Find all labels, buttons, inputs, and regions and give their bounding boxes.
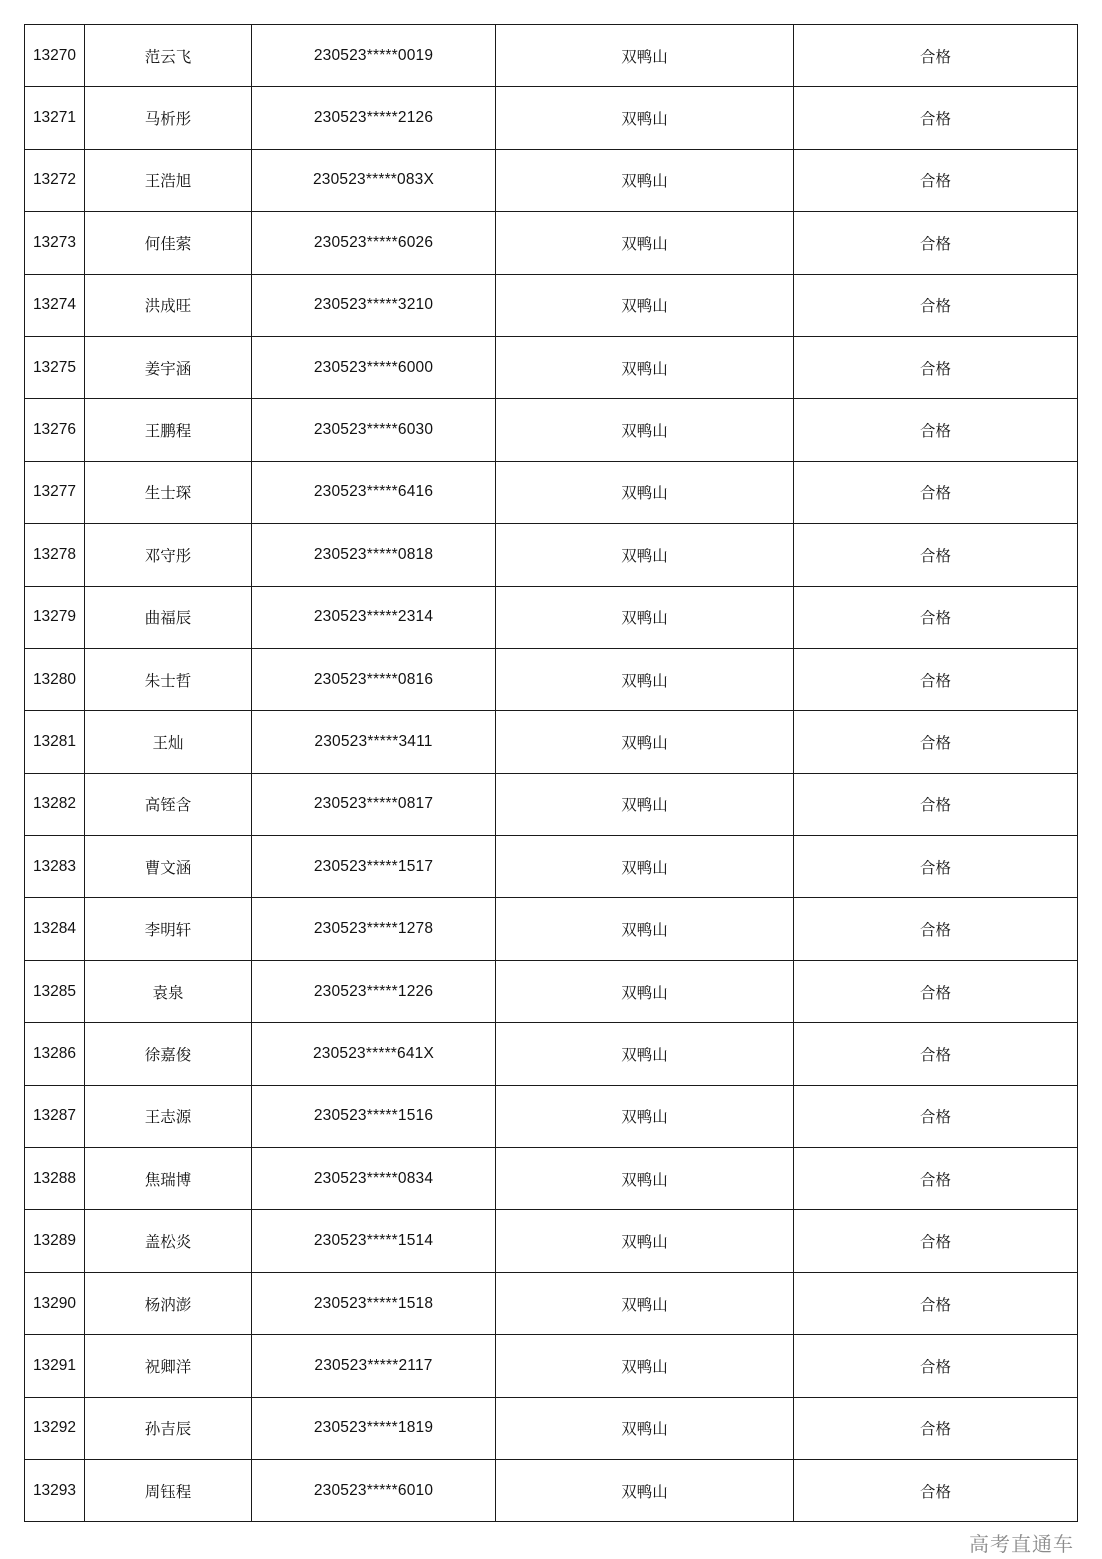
table-row xyxy=(25,1210,1078,1272)
candidate-name-cell: 袁泉 xyxy=(85,960,252,1022)
roster-body xyxy=(25,25,1078,1522)
result-status-cell: 合格 xyxy=(794,336,1078,398)
region-cell: 双鸭山 xyxy=(496,1335,794,1397)
result-status-cell: 合格 xyxy=(794,1210,1078,1272)
row-number-cell: 13289 xyxy=(25,1210,85,1272)
id-number-cell: 230523*****0818 xyxy=(252,524,496,586)
id-number-cell: 230523*****6030 xyxy=(252,399,496,461)
row-number-cell: 13292 xyxy=(25,1397,85,1459)
result-status-cell: 合格 xyxy=(794,524,1078,586)
table-row xyxy=(25,711,1078,773)
row-number-cell: 13275 xyxy=(25,336,85,398)
table-row xyxy=(25,1023,1078,1085)
id-number-cell: 230523*****083X xyxy=(252,149,496,211)
table-row xyxy=(25,1459,1078,1521)
row-number-cell: 13288 xyxy=(25,1148,85,1210)
result-status-cell: 合格 xyxy=(794,1272,1078,1334)
row-number-cell: 13291 xyxy=(25,1335,85,1397)
table-row xyxy=(25,87,1078,149)
row-number-cell: 13286 xyxy=(25,1023,85,1085)
candidate-name-cell: 孙吉辰 xyxy=(85,1397,252,1459)
table-row xyxy=(25,1335,1078,1397)
result-status-cell: 合格 xyxy=(794,1459,1078,1521)
candidate-name-cell: 王志源 xyxy=(85,1085,252,1147)
region-cell: 双鸭山 xyxy=(496,25,794,87)
id-number-cell: 230523*****6000 xyxy=(252,336,496,398)
region-cell: 双鸭山 xyxy=(496,212,794,274)
table-row xyxy=(25,149,1078,211)
result-status-cell: 合格 xyxy=(794,1023,1078,1085)
id-number-cell: 230523*****1518 xyxy=(252,1272,496,1334)
result-status-cell: 合格 xyxy=(794,960,1078,1022)
region-cell: 双鸭山 xyxy=(496,1023,794,1085)
candidate-name-cell: 王鹏程 xyxy=(85,399,252,461)
row-number-cell: 13280 xyxy=(25,648,85,710)
result-status-cell: 合格 xyxy=(794,586,1078,648)
result-status-cell: 合格 xyxy=(794,1085,1078,1147)
id-number-cell: 230523*****2314 xyxy=(252,586,496,648)
row-number-cell: 13276 xyxy=(25,399,85,461)
table-row xyxy=(25,212,1078,274)
table-row xyxy=(25,898,1078,960)
region-cell: 双鸭山 xyxy=(496,836,794,898)
result-status-cell: 合格 xyxy=(794,1397,1078,1459)
candidate-name-cell: 王浩旭 xyxy=(85,149,252,211)
region-cell: 双鸭山 xyxy=(496,1148,794,1210)
table-row xyxy=(25,274,1078,336)
result-status-cell: 合格 xyxy=(794,711,1078,773)
candidate-name-cell: 徐嘉俊 xyxy=(85,1023,252,1085)
result-status-cell: 合格 xyxy=(794,212,1078,274)
table-row xyxy=(25,524,1078,586)
row-number-cell: 13277 xyxy=(25,461,85,523)
candidate-name-cell: 洪成旺 xyxy=(85,274,252,336)
candidate-name-cell: 祝卿洋 xyxy=(85,1335,252,1397)
candidate-name-cell: 范云飞 xyxy=(85,25,252,87)
roster-sheet xyxy=(24,24,1077,1522)
row-number-cell: 13270 xyxy=(25,25,85,87)
row-number-cell: 13284 xyxy=(25,898,85,960)
table-row xyxy=(25,586,1078,648)
candidate-name-cell: 王灿 xyxy=(85,711,252,773)
id-number-cell: 230523*****2126 xyxy=(252,87,496,149)
region-cell: 双鸭山 xyxy=(496,960,794,1022)
watermark-text: 高考直通车 xyxy=(969,1532,1074,1556)
table-row xyxy=(25,1148,1078,1210)
candidate-name-cell: 盖松炎 xyxy=(85,1210,252,1272)
row-number-cell: 13278 xyxy=(25,524,85,586)
id-number-cell: 230523*****1516 xyxy=(252,1085,496,1147)
candidate-name-cell: 马析彤 xyxy=(85,87,252,149)
result-status-cell: 合格 xyxy=(794,1335,1078,1397)
region-cell: 双鸭山 xyxy=(496,399,794,461)
row-number-cell: 13273 xyxy=(25,212,85,274)
region-cell: 双鸭山 xyxy=(496,461,794,523)
id-number-cell: 230523*****0817 xyxy=(252,773,496,835)
candidate-name-cell: 何佳萦 xyxy=(85,212,252,274)
id-number-cell: 230523*****3411 xyxy=(252,711,496,773)
row-number-cell: 13290 xyxy=(25,1272,85,1334)
table-row xyxy=(25,648,1078,710)
id-number-cell: 230523*****1819 xyxy=(252,1397,496,1459)
id-number-cell: 230523*****2117 xyxy=(252,1335,496,1397)
row-number-cell: 13285 xyxy=(25,960,85,1022)
region-cell: 双鸭山 xyxy=(496,1210,794,1272)
candidate-name-cell: 李明轩 xyxy=(85,898,252,960)
region-cell: 双鸭山 xyxy=(496,586,794,648)
table-row xyxy=(25,1397,1078,1459)
candidate-name-cell: 邓守彤 xyxy=(85,524,252,586)
region-cell: 双鸭山 xyxy=(496,274,794,336)
row-number-cell: 13274 xyxy=(25,274,85,336)
result-status-cell: 合格 xyxy=(794,773,1078,835)
id-number-cell: 230523*****1514 xyxy=(252,1210,496,1272)
result-status-cell: 合格 xyxy=(794,898,1078,960)
row-number-cell: 13281 xyxy=(25,711,85,773)
result-status-cell: 合格 xyxy=(794,399,1078,461)
id-number-cell: 230523*****1278 xyxy=(252,898,496,960)
region-cell: 双鸭山 xyxy=(496,898,794,960)
row-number-cell: 13271 xyxy=(25,87,85,149)
region-cell: 双鸭山 xyxy=(496,1085,794,1147)
region-cell: 双鸭山 xyxy=(496,524,794,586)
candidate-name-cell: 曲福辰 xyxy=(85,586,252,648)
table-row xyxy=(25,1272,1078,1334)
candidate-name-cell: 朱士哲 xyxy=(85,648,252,710)
id-number-cell: 230523*****0834 xyxy=(252,1148,496,1210)
result-status-cell: 合格 xyxy=(794,1148,1078,1210)
candidate-name-cell: 高铚含 xyxy=(85,773,252,835)
result-status-cell: 合格 xyxy=(794,648,1078,710)
id-number-cell: 230523*****6026 xyxy=(252,212,496,274)
region-cell: 双鸭山 xyxy=(496,1272,794,1334)
candidate-name-cell: 焦瑞博 xyxy=(85,1148,252,1210)
id-number-cell: 230523*****6010 xyxy=(252,1459,496,1521)
id-number-cell: 230523*****0019 xyxy=(252,25,496,87)
result-status-cell: 合格 xyxy=(794,461,1078,523)
table-row xyxy=(25,773,1078,835)
table-row xyxy=(25,836,1078,898)
id-number-cell: 230523*****3210 xyxy=(252,274,496,336)
table-row xyxy=(25,25,1078,87)
row-number-cell: 13283 xyxy=(25,836,85,898)
region-cell: 双鸭山 xyxy=(496,1397,794,1459)
candidate-name-cell: 杨汭澎 xyxy=(85,1272,252,1334)
table-row xyxy=(25,336,1078,398)
region-cell: 双鸭山 xyxy=(496,1459,794,1521)
candidate-name-cell: 曹文涵 xyxy=(85,836,252,898)
id-number-cell: 230523*****1226 xyxy=(252,960,496,1022)
id-number-cell: 230523*****641X xyxy=(252,1023,496,1085)
region-cell: 双鸭山 xyxy=(496,648,794,710)
row-number-cell: 13293 xyxy=(25,1459,85,1521)
row-number-cell: 13282 xyxy=(25,773,85,835)
region-cell: 双鸭山 xyxy=(496,336,794,398)
candidate-name-cell: 周钰程 xyxy=(85,1459,252,1521)
result-status-cell: 合格 xyxy=(794,274,1078,336)
id-number-cell: 230523*****0816 xyxy=(252,648,496,710)
candidate-name-cell: 生士琛 xyxy=(85,461,252,523)
region-cell: 双鸭山 xyxy=(496,773,794,835)
table-row xyxy=(25,1085,1078,1147)
table-row xyxy=(25,960,1078,1022)
result-status-cell: 合格 xyxy=(794,149,1078,211)
id-number-cell: 230523*****6416 xyxy=(252,461,496,523)
result-status-cell: 合格 xyxy=(794,25,1078,87)
row-number-cell: 13279 xyxy=(25,586,85,648)
candidate-name-cell: 姜宇涵 xyxy=(85,336,252,398)
result-status-cell: 合格 xyxy=(794,836,1078,898)
row-number-cell: 13287 xyxy=(25,1085,85,1147)
roster-table xyxy=(24,24,1078,1522)
table-row xyxy=(25,399,1078,461)
row-number-cell: 13272 xyxy=(25,149,85,211)
region-cell: 双鸭山 xyxy=(496,711,794,773)
table-row xyxy=(25,461,1078,523)
id-number-cell: 230523*****1517 xyxy=(252,836,496,898)
region-cell: 双鸭山 xyxy=(496,149,794,211)
region-cell: 双鸭山 xyxy=(496,87,794,149)
result-status-cell: 合格 xyxy=(794,87,1078,149)
